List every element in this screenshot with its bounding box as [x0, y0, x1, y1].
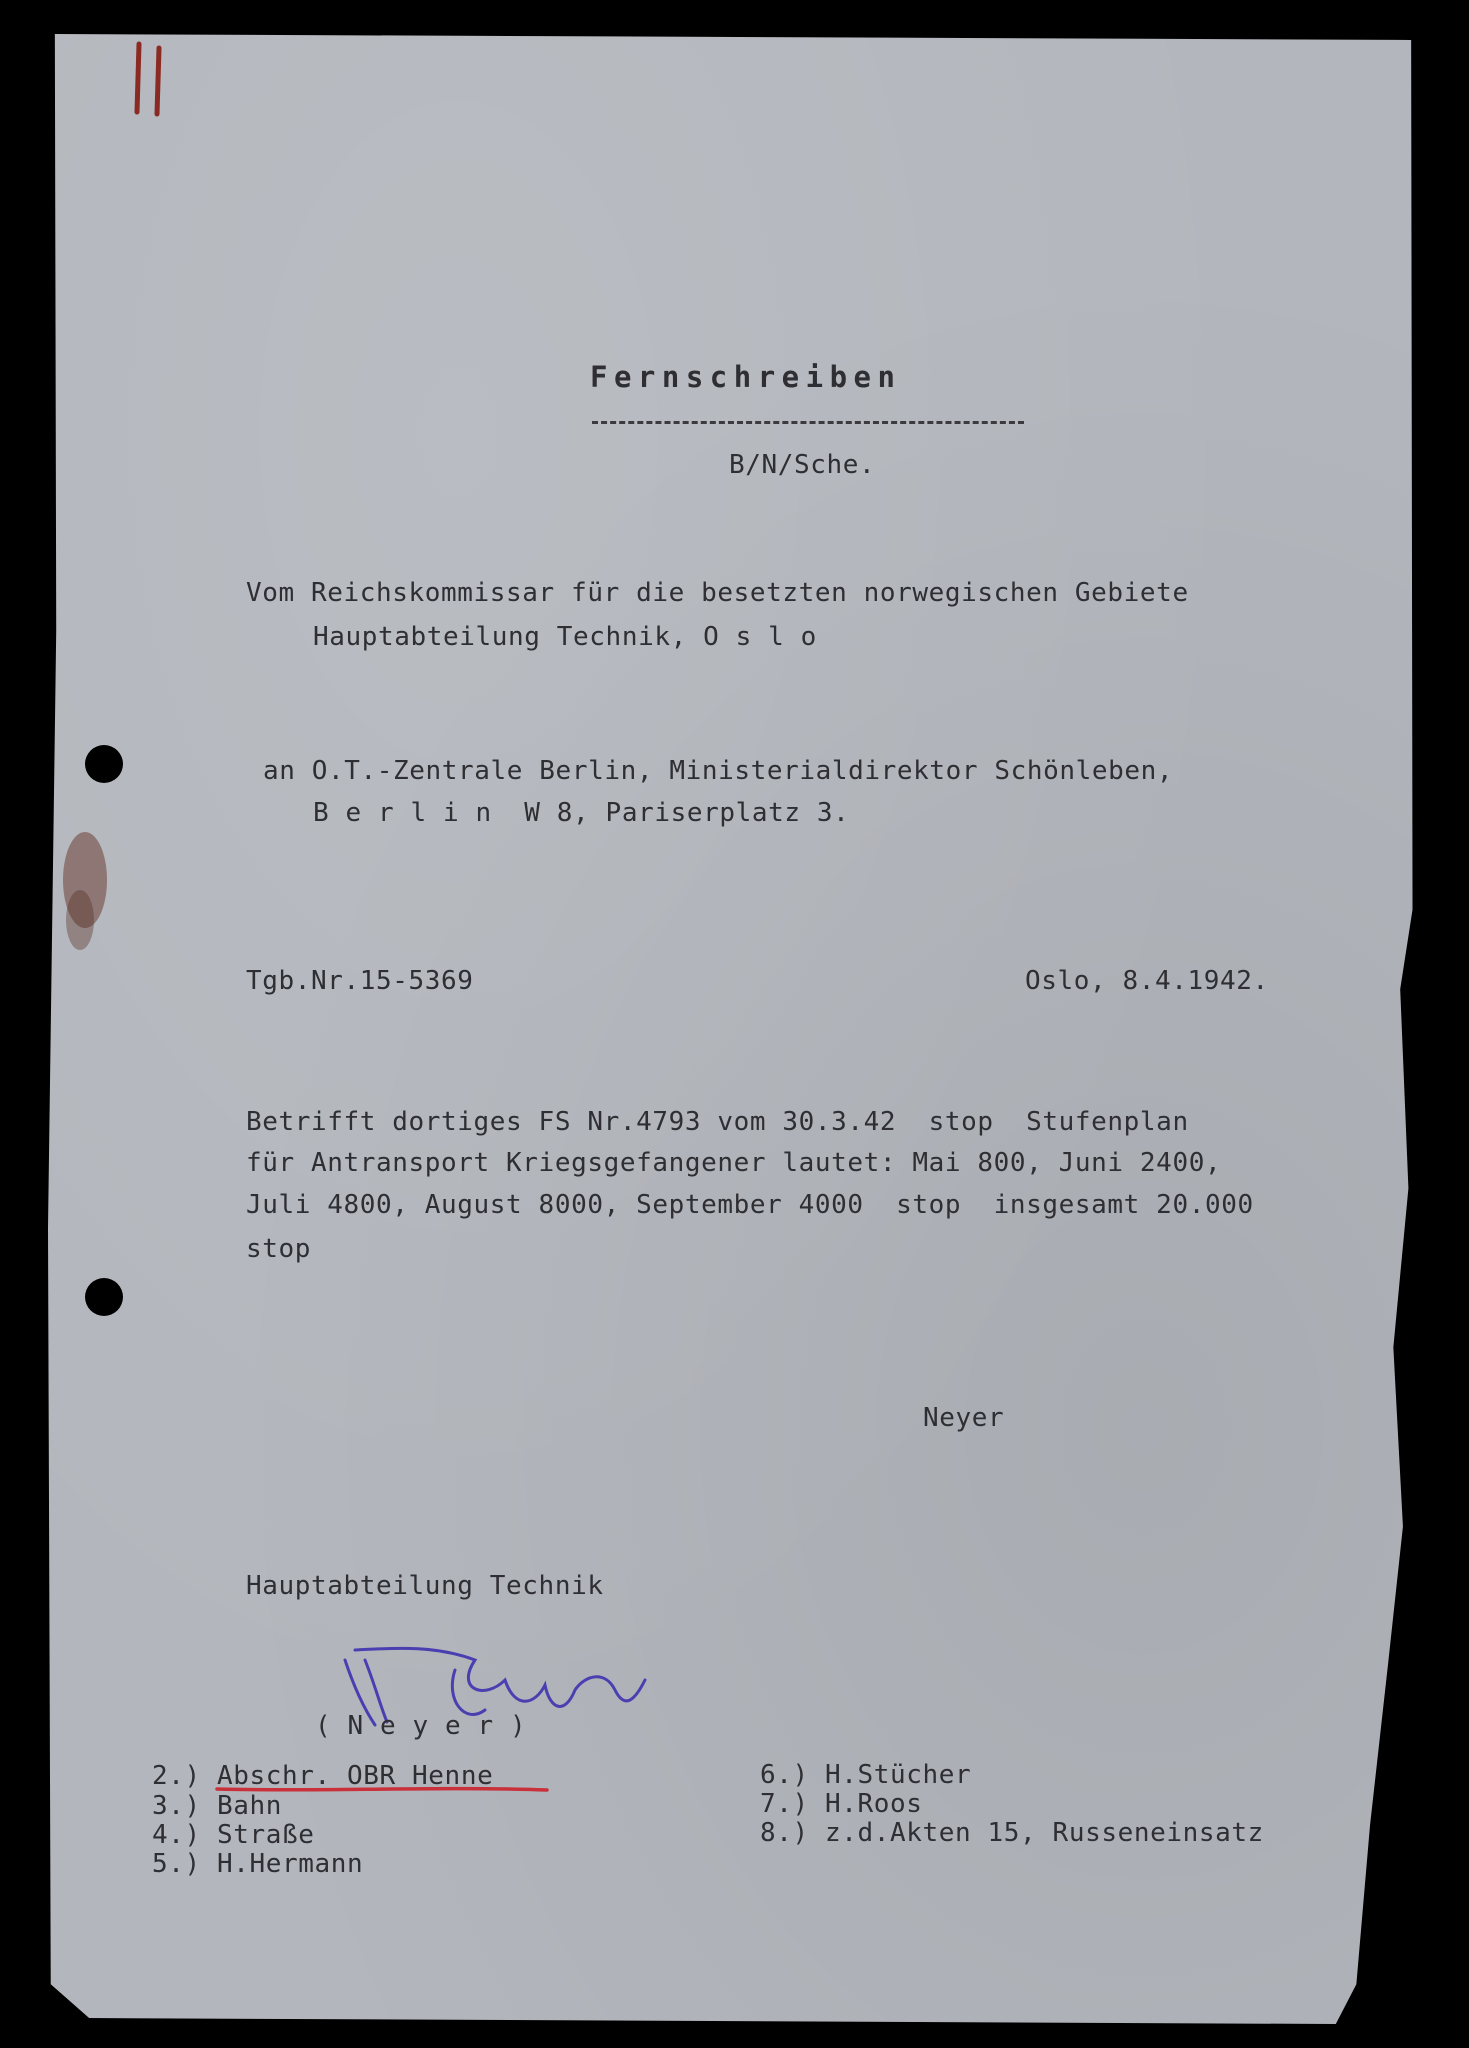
- recipient-line-1: an O.T.-Zentrale Berlin, Ministerialdirektor Schönleben,: [263, 756, 1174, 786]
- journal-number: Tgb.Nr.15-5369: [246, 966, 474, 996]
- body-line-3: Juli 4800, August 8000, September 4000 stop insgesamt 20.000: [246, 1190, 1254, 1220]
- title-underline: [592, 421, 1024, 424]
- distribution-left-3: 4.) Straße: [152, 1820, 315, 1850]
- distribution-right-1: 6.) H.Stücher: [760, 1760, 972, 1790]
- signature-typed-name: ( N e y e r ): [315, 1711, 527, 1741]
- body-line-2: für Antransport Kriegsgefangener lautet: Mai 800, Juni 2400,: [246, 1148, 1222, 1178]
- distribution-left-2: 3.) Bahn: [152, 1791, 283, 1821]
- punch-hole-bottom: [85, 1278, 123, 1316]
- red-pencil-marks: [125, 40, 185, 120]
- document-page: [48, 34, 1418, 2024]
- body-line-4: stop: [246, 1234, 312, 1264]
- recipient-line-2: B e r l i n W 8, Pariserplatz 3.: [313, 798, 850, 828]
- distribution-left-1: 2.) Abschr. OBR Henne: [152, 1761, 494, 1791]
- body-line-1: Betrifft dortiges FS Nr.4793 vom 30.3.42 stop Stufenplan: [246, 1107, 1189, 1137]
- distribution-right-3: 8.) z.d.Akten 15, Russeneinsatz: [760, 1818, 1264, 1848]
- reference-code: B/N/Sche.: [729, 450, 876, 480]
- place-date: Oslo, 8.4.1942.: [1025, 966, 1269, 996]
- distribution-left-4: 5.) H.Hermann: [152, 1849, 364, 1879]
- distribution-right-2: 7.) H.Roos: [760, 1789, 923, 1819]
- department-name: Hauptabteilung Technik: [246, 1571, 604, 1601]
- signatory-name: Neyer: [923, 1403, 1005, 1433]
- rust-stain: [50, 820, 120, 970]
- sender-line-2: Hauptabteilung Technik, O s l o: [313, 622, 817, 652]
- punch-hole-top: [85, 745, 123, 783]
- sender-line-1: Vom Reichskommissar für die besetzten norwegischen Gebiete: [246, 578, 1189, 608]
- document-title: Fernschreiben: [590, 360, 902, 394]
